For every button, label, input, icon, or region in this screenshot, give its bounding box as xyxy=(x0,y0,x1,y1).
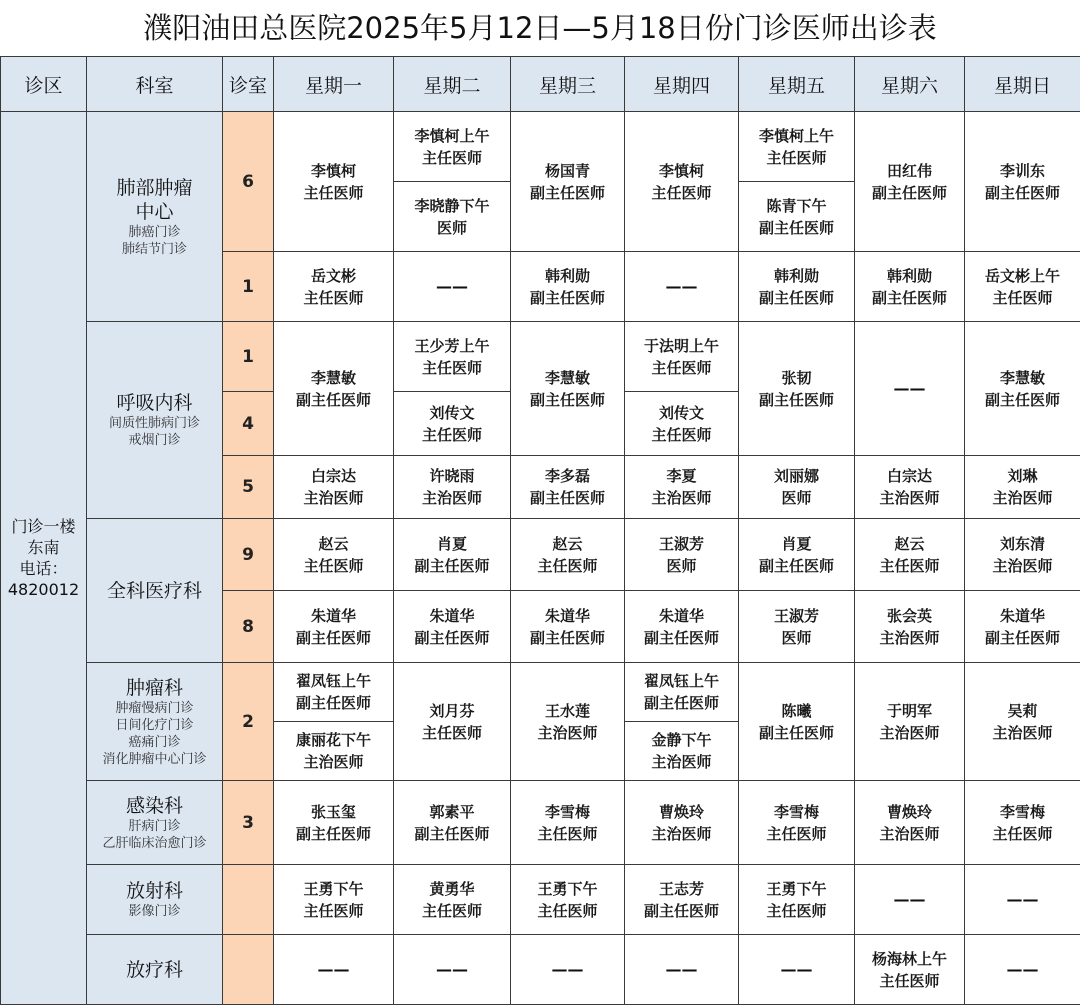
schedule-cell xyxy=(274,112,394,252)
doctor-title: 副主任医师 xyxy=(414,824,490,843)
doctor-title: 主任医师 xyxy=(651,358,712,377)
room-number: 5 xyxy=(223,456,274,519)
empty-slot: —— xyxy=(625,935,739,1005)
dept-sub: 癌痛门诊 xyxy=(128,734,181,750)
doctor-title: 主治医师 xyxy=(651,824,712,843)
schedule-cell xyxy=(274,591,394,663)
doctor-title: 主任医师 xyxy=(303,183,364,202)
zone-line: 4820012 xyxy=(7,580,80,599)
schedule-cell xyxy=(274,519,394,591)
schedule-cell xyxy=(739,591,855,663)
doctor-title: 副主任医师 xyxy=(529,288,605,307)
schedule-cell xyxy=(739,865,855,935)
doctor-name: 赵云 xyxy=(894,534,925,553)
schedule-cell xyxy=(625,865,739,935)
doctor-title: 主任医师 xyxy=(303,556,364,575)
schedule-cell xyxy=(511,865,625,935)
doctor-name: 李雪梅 xyxy=(773,802,819,821)
schedule-cell xyxy=(965,322,1080,456)
dept-respiratory xyxy=(87,322,223,519)
room-number: 2 xyxy=(223,663,274,781)
schedule-cell xyxy=(739,252,855,322)
dept-sub: 间质性肺病门诊 xyxy=(108,416,200,431)
schedule-cell xyxy=(394,865,511,935)
doctor-title: 主任医师 xyxy=(421,148,482,167)
doctor-title: 主任医师 xyxy=(537,824,598,843)
room-number xyxy=(223,865,274,935)
doctor-title: 副主任医师 xyxy=(871,183,947,202)
schedule-cell xyxy=(625,456,739,519)
doctor-name: 白宗达 xyxy=(310,467,356,485)
schedule-cell xyxy=(965,112,1080,252)
dept-name: 肺部肿瘤 xyxy=(116,176,193,199)
schedule-cell xyxy=(625,112,739,252)
schedule-cell xyxy=(965,519,1080,591)
empty-slot: —— xyxy=(855,322,965,456)
schedule-cell xyxy=(625,322,739,392)
zone-line: 门诊一楼 xyxy=(11,517,76,536)
doctor-title: 主治医师 xyxy=(651,753,712,771)
doctor-name: 王勇下午 xyxy=(537,879,598,898)
schedule-cell xyxy=(855,112,965,252)
header-saturday: 星期六 xyxy=(855,57,965,112)
doctor-title: 主任医师 xyxy=(421,901,482,920)
schedule-cell xyxy=(274,252,394,322)
empty-slot: —— xyxy=(855,865,965,935)
schedule-cell xyxy=(394,663,511,781)
empty-slot: —— xyxy=(965,935,1080,1005)
doctor-name: 李夏 xyxy=(666,467,697,485)
doctor-name: 李慎柯 xyxy=(658,161,704,180)
doctor-title: 副主任医师 xyxy=(529,390,605,409)
doctor-title: 主任医师 xyxy=(651,425,712,444)
doctor-name: 翟凤钰上午 xyxy=(295,672,371,690)
schedule-cell xyxy=(274,456,394,519)
doctor-name: 翟凤钰上午 xyxy=(643,672,719,690)
doctor-name: 朱道华 xyxy=(429,606,475,625)
schedule-cell xyxy=(511,112,625,252)
doctor-title: 副主任医师 xyxy=(414,628,490,647)
doctor-name: 郭素平 xyxy=(429,802,475,821)
doctor-name: 王淑芳 xyxy=(773,606,819,625)
doctor-name: 李晓静下午 xyxy=(414,196,490,215)
dept-name: 肿瘤科 xyxy=(125,676,183,699)
room-number: 1 xyxy=(223,322,274,392)
doctor-title: 主治医师 xyxy=(303,489,364,507)
doctor-name: 韩利勋 xyxy=(886,266,932,285)
doctor-title: 主任医师 xyxy=(992,288,1053,307)
empty-slot: —— xyxy=(274,935,394,1005)
doctor-name: 曹焕玲 xyxy=(886,802,932,821)
doctor-title: 医师 xyxy=(666,556,697,575)
dept-sub: 戒烟门诊 xyxy=(128,433,181,448)
doctor-name: 朱道华 xyxy=(310,606,356,625)
doctor-name: 金静下午 xyxy=(651,731,712,749)
header-friday: 星期五 xyxy=(739,57,855,112)
doctor-name: 李雪梅 xyxy=(544,802,590,821)
doctor-name: 韩利勋 xyxy=(544,266,590,285)
doctor-title: 副主任医师 xyxy=(529,489,605,507)
dept-infectious xyxy=(87,781,223,865)
dept-oncology xyxy=(87,663,223,781)
dept-name: 放疗科 xyxy=(125,958,183,981)
schedule-cell xyxy=(394,591,511,663)
doctor-name: 朱道华 xyxy=(544,606,590,625)
doctor-name: 王志芳 xyxy=(658,879,704,898)
schedule-cell xyxy=(855,935,965,1005)
doctor-name: 李慧敏 xyxy=(999,368,1045,387)
dept-sub: 影像门诊 xyxy=(128,904,181,919)
doctor-title: 副主任医师 xyxy=(643,694,719,712)
doctor-name: 刘丽娜 xyxy=(773,467,819,485)
table-row xyxy=(1,865,1080,935)
schedule-cell xyxy=(739,112,855,182)
doctor-name: 陈曦 xyxy=(781,701,812,720)
doctor-name: 李慧敏 xyxy=(544,368,590,387)
doctor-title: 主任医师 xyxy=(303,288,364,307)
doctor-name: 刘传文 xyxy=(658,403,704,422)
doctor-name: 杨海林上午 xyxy=(871,949,947,968)
doctor-name: 岳文彬上午 xyxy=(984,266,1060,285)
empty-slot: —— xyxy=(965,865,1080,935)
dept-name: 呼吸内科 xyxy=(116,392,193,414)
dept-name: 放射科 xyxy=(125,880,183,902)
dept-general-medicine xyxy=(87,519,223,663)
schedule-cell xyxy=(274,722,394,781)
doctor-name: 王淑芳 xyxy=(658,534,704,553)
doctor-name: 刘传文 xyxy=(429,403,475,422)
schedule-cell xyxy=(739,781,855,865)
header-tuesday: 星期二 xyxy=(394,57,511,112)
schedule-cell xyxy=(274,322,394,456)
dept-name: 中心 xyxy=(135,200,174,223)
doctor-name: 吴莉 xyxy=(1007,701,1038,720)
doctor-name: 于法明上午 xyxy=(643,336,719,355)
empty-slot: —— xyxy=(394,252,511,322)
zone-line: 电话： xyxy=(19,559,68,578)
doctor-title: 副主任医师 xyxy=(295,390,371,409)
schedule-cell xyxy=(739,456,855,519)
doctor-title: 主治医师 xyxy=(421,489,482,507)
doctor-title: 副主任医师 xyxy=(643,901,719,920)
doctor-title: 副主任医师 xyxy=(758,390,834,409)
schedule-cell xyxy=(274,865,394,935)
doctor-name: 刘月芬 xyxy=(429,701,475,720)
doctor-name: 田红伟 xyxy=(886,161,932,180)
doctor-title: 副主任医师 xyxy=(984,628,1060,647)
schedule-cell xyxy=(855,663,965,781)
schedule-cell xyxy=(511,252,625,322)
doctor-title: 主任医师 xyxy=(766,901,827,920)
empty-slot: —— xyxy=(394,935,511,1005)
doctor-title: 医师 xyxy=(781,489,812,507)
doctor-name: 朱道华 xyxy=(658,606,704,625)
dept-sub: 消化肿瘤中心门诊 xyxy=(102,751,207,767)
dept-sub: 肺结节门诊 xyxy=(121,241,187,257)
doctor-name: 赵云 xyxy=(552,534,583,553)
doctor-title: 主任医师 xyxy=(303,901,364,920)
doctor-name: 李雪梅 xyxy=(999,802,1045,821)
dept-sub: 肺癌门诊 xyxy=(128,224,181,240)
doctor-name: 张玉玺 xyxy=(310,802,356,821)
doctor-title: 副主任医师 xyxy=(984,183,1060,202)
doctor-title: 主治医师 xyxy=(992,489,1053,507)
dept-name: 感染科 xyxy=(125,794,183,817)
doctor-name: 康丽花下午 xyxy=(295,731,371,749)
doctor-name: 白宗达 xyxy=(886,467,932,485)
doctor-title: 副主任医师 xyxy=(758,288,834,307)
schedule-cell xyxy=(739,322,855,456)
room-number xyxy=(223,935,274,1005)
dept-sub: 乙肝临床治愈门诊 xyxy=(102,835,207,851)
dept-name: 全科医疗科 xyxy=(106,579,202,602)
header-dept: 科室 xyxy=(87,57,223,112)
doctor-title: 主治医师 xyxy=(992,556,1053,575)
schedule-cell xyxy=(625,722,739,781)
table-row xyxy=(1,519,1080,591)
schedule-cell xyxy=(965,591,1080,663)
header-room: 诊室 xyxy=(223,57,274,112)
doctor-name: 陈青下午 xyxy=(766,196,827,215)
doctor-name: 李多磊 xyxy=(544,467,590,485)
schedule-cell xyxy=(394,781,511,865)
schedule-cell xyxy=(965,456,1080,519)
schedule-cell xyxy=(855,456,965,519)
room-number: 3 xyxy=(223,781,274,865)
page-title: 濮阳油田总医院2025年5月12日—5月18日份门诊医师出诊表 xyxy=(143,11,937,45)
doctor-name: 王勇下午 xyxy=(303,879,364,898)
schedule-cell xyxy=(274,663,394,722)
doctor-name: 赵云 xyxy=(318,534,349,553)
doctor-title: 主治医师 xyxy=(879,628,940,647)
dept-sub: 肝病门诊 xyxy=(128,818,181,834)
doctor-name: 李慎柯上午 xyxy=(758,126,834,145)
table-row xyxy=(1,112,1080,182)
schedule-cell xyxy=(739,182,855,252)
doctor-title: 主任医师 xyxy=(421,358,482,377)
doctor-title: 主治医师 xyxy=(879,824,940,843)
schedule-cell xyxy=(394,456,511,519)
doctor-title: 副主任医师 xyxy=(758,218,834,237)
doctor-title: 主任医师 xyxy=(421,425,482,444)
doctor-title: 主任医师 xyxy=(766,824,827,843)
doctor-name: 张韧 xyxy=(781,368,812,387)
schedule-cell xyxy=(511,781,625,865)
doctor-name: 许晓雨 xyxy=(429,467,475,485)
schedule-cell xyxy=(965,252,1080,322)
doctor-title: 副主任医师 xyxy=(295,628,371,647)
doctor-name: 曹焕玲 xyxy=(658,802,704,821)
doctor-title: 副主任医师 xyxy=(984,390,1060,409)
schedule-cell xyxy=(511,519,625,591)
schedule-cell xyxy=(739,663,855,781)
table-row xyxy=(1,322,1080,392)
doctor-title: 副主任医师 xyxy=(529,628,605,647)
room-number: 4 xyxy=(223,392,274,456)
schedule-cell xyxy=(394,519,511,591)
schedule-cell xyxy=(394,322,511,392)
schedule-cell xyxy=(625,392,739,456)
schedule-cell xyxy=(511,322,625,456)
table-row xyxy=(1,935,1080,1005)
schedule-cell xyxy=(511,591,625,663)
doctor-title: 主治医师 xyxy=(992,723,1053,742)
doctor-name: 于明军 xyxy=(886,701,932,720)
schedule-cell xyxy=(511,456,625,519)
doctor-title: 主治医师 xyxy=(537,723,598,742)
schedule-cell xyxy=(394,182,511,252)
schedule-cell xyxy=(855,591,965,663)
doctor-name: 李训东 xyxy=(999,161,1045,180)
doctor-title: 主任医师 xyxy=(421,723,482,742)
room-number: 8 xyxy=(223,591,274,663)
doctor-name: 杨国青 xyxy=(544,161,590,180)
doctor-name: 朱道华 xyxy=(999,606,1045,625)
doctor-title: 副主任医师 xyxy=(295,694,371,712)
doctor-title: 主任医师 xyxy=(537,901,598,920)
room-number: 6 xyxy=(223,112,274,252)
schedule-cell xyxy=(855,781,965,865)
doctor-name: 刘东清 xyxy=(999,534,1045,553)
doctor-name: 李慎柯 xyxy=(310,161,356,180)
schedule-cell xyxy=(625,663,739,722)
schedule-cell xyxy=(625,591,739,663)
doctor-title: 主任医师 xyxy=(651,183,712,202)
dept-lung-tumor-center xyxy=(87,112,223,322)
doctor-name: 刘琳 xyxy=(1007,467,1038,485)
empty-slot: —— xyxy=(625,252,739,322)
doctor-title: 副主任医师 xyxy=(643,628,719,647)
doctor-title: 主治医师 xyxy=(303,753,364,771)
doctor-name: 肖夏 xyxy=(781,534,812,553)
doctor-name: 王勇下午 xyxy=(766,879,827,898)
empty-slot: —— xyxy=(739,935,855,1005)
schedule-cell xyxy=(965,781,1080,865)
doctor-title: 主任医师 xyxy=(992,824,1053,843)
schedule-cell xyxy=(625,519,739,591)
schedule-cell xyxy=(855,519,965,591)
doctor-name: 岳文彬 xyxy=(310,266,356,285)
header-monday: 星期一 xyxy=(274,57,394,112)
dept-radiotherapy xyxy=(87,935,223,1005)
schedule-cell xyxy=(965,663,1080,781)
doctor-title: 主任医师 xyxy=(766,148,827,167)
schedule-cell xyxy=(855,252,965,322)
zone-line: 东南 xyxy=(27,538,60,557)
header-sunday: 星期日 xyxy=(965,57,1080,112)
doctor-title: 副主任医师 xyxy=(871,288,947,307)
room-number: 9 xyxy=(223,519,274,591)
doctor-title: 主任医师 xyxy=(537,556,598,575)
room-number: 1 xyxy=(223,252,274,322)
zone-cell xyxy=(1,112,87,1005)
schedule-cell xyxy=(625,781,739,865)
schedule-cell xyxy=(274,781,394,865)
doctor-title: 主任医师 xyxy=(879,556,940,575)
doctor-name: 王少芳上午 xyxy=(414,336,490,355)
doctor-name: 肖夏 xyxy=(436,534,467,553)
header-thursday: 星期四 xyxy=(625,57,739,112)
table-row xyxy=(1,663,1080,722)
doctor-title: 医师 xyxy=(781,628,812,647)
doctor-title: 主治医师 xyxy=(879,489,940,507)
table-row xyxy=(1,781,1080,865)
doctor-name: 李慧敏 xyxy=(310,368,356,387)
header-wednesday: 星期三 xyxy=(511,57,625,112)
doctor-name: 李慎柯上午 xyxy=(414,126,490,145)
doctor-title: 主治医师 xyxy=(879,723,940,742)
doctor-name: 黄勇华 xyxy=(429,879,475,898)
schedule-cell xyxy=(394,112,511,182)
dept-radiology xyxy=(87,865,223,935)
header-zone: 诊区 xyxy=(1,57,87,112)
doctor-name: 张会英 xyxy=(886,606,932,625)
doctor-title: 副主任医师 xyxy=(529,183,605,202)
doctor-title: 副主任医师 xyxy=(758,556,834,575)
header-row xyxy=(1,57,1080,112)
doctor-title: 副主任医师 xyxy=(414,556,490,575)
doctor-name: 韩利勋 xyxy=(773,266,819,285)
schedule-cell xyxy=(511,663,625,781)
schedule-cell xyxy=(739,519,855,591)
dept-sub: 肿瘤慢病门诊 xyxy=(115,700,194,716)
doctor-title: 主任医师 xyxy=(879,971,940,990)
doctor-title: 医师 xyxy=(436,218,467,237)
doctor-name: 王水莲 xyxy=(544,701,590,720)
empty-slot: —— xyxy=(511,935,625,1005)
doctor-title: 副主任医师 xyxy=(295,824,371,843)
schedule-cell xyxy=(394,392,511,456)
dept-sub: 日间化疗门诊 xyxy=(115,717,194,733)
doctor-title: 副主任医师 xyxy=(758,723,834,742)
doctor-title: 主治医师 xyxy=(651,489,712,507)
schedule-table xyxy=(0,56,1080,1005)
